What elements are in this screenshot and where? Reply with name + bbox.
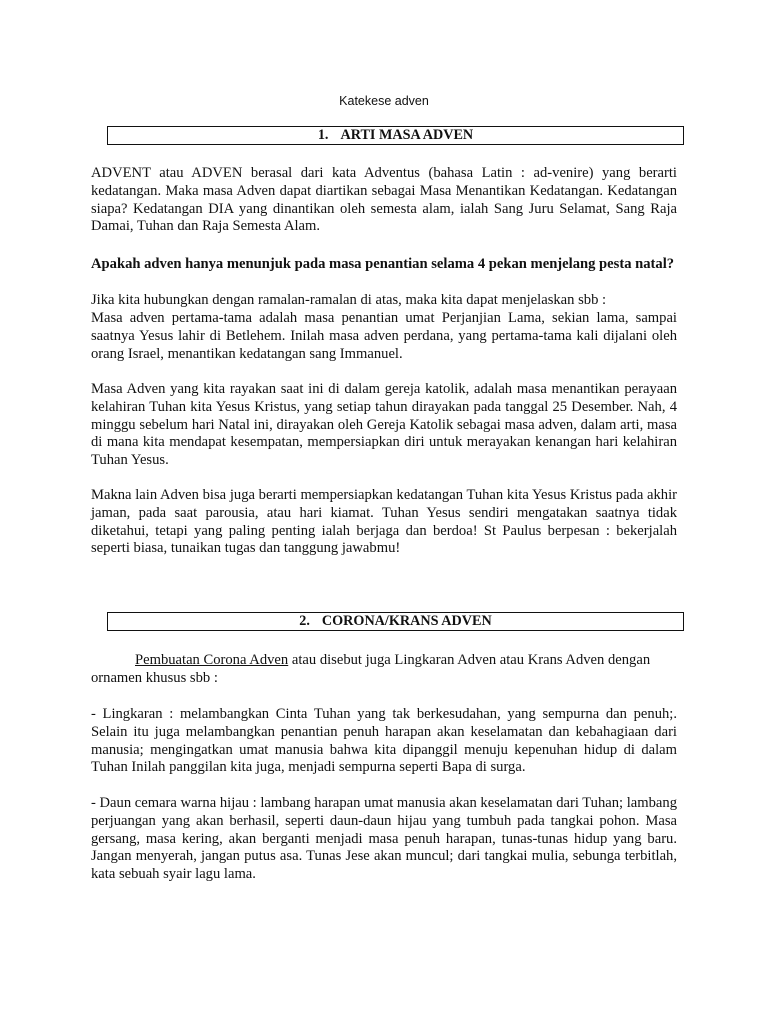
- section-2-daun-paragraph: - Daun cemara warna hijau : lambang harapan umat manusia akan keselamatan dari Tuhan; lambang perjuangan yang akan berhasil, seperti daun-daun hijau yang tumbuh pada tangkai pohon. Masa gersang, masa kering, akan berganti menjadi masa penuh harapan, tunas-tunas hidup yang baru. Jangan menyerah, jangan putus asa. Tunas Jese akan muncul; dari tangkai mulia, sebunga terbitlah, kata sebuah syair lagu lama.: [91, 795, 677, 883]
- document-title: Katekese adven: [339, 94, 429, 108]
- section-1-paragraph-2: Masa adven pertama-tama adalah masa penantian umat Perjanjian Lama, sekian lama, sampai saatnya Yesus lahir di Betlehem. Inilah masa adven perdana, yang pertama-tama kali dijalani oleh orang Israel, menantikan kedatangan sang Immanuel.: [91, 310, 677, 362]
- section-2-intro-text: atau disebut juga Lingkaran Adven atau Krans Adven dengan ornamen khusus sbb :: [91, 652, 651, 686]
- section-1-paragraph-1: ADVENT atau ADVEN berasal dari kata Adventus (bahasa Latin : ad-venire) yang berarti kedatangan. Maka masa Adven dapat diartikan sebagai Masa Menantikan Kedatangan. Kedatangan siapa? Kedatangan DIA yang dinantikan oleh semesta alam, ialah Sang Juru Selamat, Sang Raja Damai, Tuhan dan Raja Semesta Alam.: [91, 165, 677, 235]
- section-1-intro: Jika kita hubungkan dengan ramalan-ramalan di atas, maka kita dapat menjelaskan sbb :: [91, 292, 607, 308]
- section-1-question: Apakah adven hanya menunjuk pada masa penantian selama 4 pekan menjelang pesta natal?: [91, 256, 675, 272]
- section-2-heading: [107, 612, 684, 631]
- section-2-title: CORONA/KRANS ADVEN: [321, 613, 492, 629]
- section-2-number: 2.: [299, 613, 310, 629]
- section-1-paragraph-4: Makna lain Adven bisa juga berarti mempersiapkan kedatangan Tuhan kita Yesus Kristus pada akhir jaman, pada saat parousia, atau hari kiamat. Tuhan Yesus sendiri mengatakan saatnya tidak diketahui, tetapi yang paling penting ialah berjaga dan berdoa! St Paulus berpesan : bekerjalah seperti biasa, tunaikan tugas dan tanggung jawabmu!: [91, 487, 677, 557]
- corona-adven-link[interactable]: Pembuatan Corona Adven: [135, 652, 289, 668]
- section-1-title: ARTI MASA ADVEN: [340, 127, 474, 143]
- section-1-paragraph-3: Masa Adven yang kita rayakan saat ini di dalam gereja katolik, adalah masa menantikan perayaan kelahiran Tuhan kita Yesus Kristus, yang setiap tahun dirayakan pada tanggal 25 Desember. Nah, 4 minggu sebelum hari Natal ini, dirayakan oleh Gereja Katolik sebagai masa adven, dalam arti, masa di mana kita mendapat kesempatan, mempersiapkan diri untuk merayakan kenangan hari kelahiran Tuhan Yesus.: [91, 381, 677, 469]
- section-1-heading: [107, 126, 684, 145]
- section-1-number: 1.: [317, 127, 329, 143]
- section-2-intro: [91, 652, 677, 688]
- section-2-lingkaran-paragraph: - Lingkaran : melambangkan Cinta Tuhan yang tak berkesudahan, yang sempurna dan penuh;. Selain itu juga melambangkan penantian penuh harapan akan keselamatan dan kebahagiaan dari manusia; mengingatkan umat manusia bahwa kita dipanggil menuju kepenuhan hidup di dalam Tuhan Inilah panggilan kita juga, menjadi sempurna seperti Bapa di surga.: [91, 706, 677, 776]
